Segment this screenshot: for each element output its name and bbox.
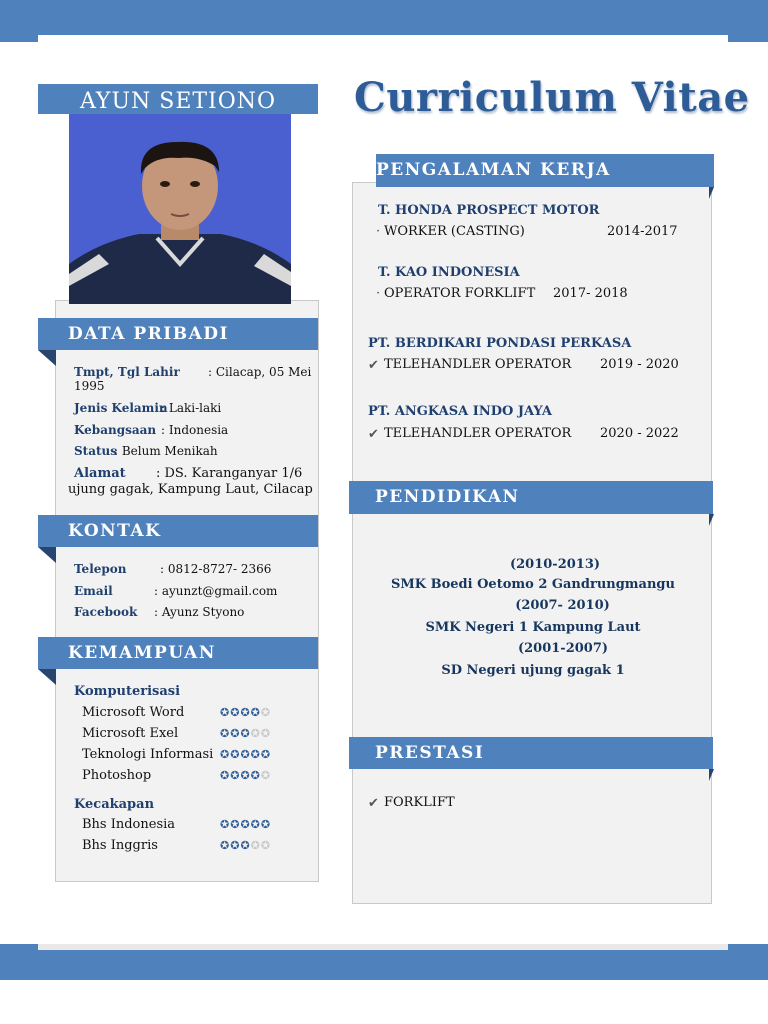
alamat-value-line2: ujung gagak, Kampung Laut, Cilacap: [68, 482, 313, 497]
ttl-value-year: 1995: [74, 379, 105, 393]
skill-rating: [220, 748, 271, 761]
skill-name: Microsoft Exel: [82, 726, 179, 741]
header-fold-decor: [38, 669, 56, 685]
section-kontak-header: KONTAK: [38, 515, 318, 547]
skill-name: Microsoft Word: [82, 705, 185, 720]
star-filled-icon: ✪: [230, 706, 241, 719]
skill-rating: [220, 818, 271, 831]
kebangsaan-label: Kebangsaan: [74, 423, 157, 437]
star-filled-icon: ✪: [240, 727, 251, 740]
top-band-inner: [38, 35, 728, 43]
check-icon: ✔: [368, 358, 379, 373]
star-filled-icon: ✪: [250, 748, 261, 761]
facebook-label: Facebook: [74, 605, 138, 619]
star-filled-icon: ✪: [240, 818, 251, 831]
edu-school: SMK Boedi Oetomo 2 Gandrungmangu: [391, 577, 675, 592]
header-fold-decor: [38, 350, 56, 366]
star-empty-icon: ✪: [260, 769, 272, 782]
header-fold-decor: [709, 769, 714, 781]
star-empty-icon: ✪: [260, 706, 272, 719]
ttl-value: : Cilacap, 05 Mei: [208, 365, 312, 379]
star-filled-icon: ✪: [230, 769, 241, 782]
header-fold-decor: [709, 187, 714, 199]
jenis-kelamin-label: Jenis Kelamin: [74, 401, 168, 415]
job-period: 2017- 2018: [553, 286, 628, 301]
telepon-label: Telepon: [74, 562, 127, 576]
job-period: 2019 - 2020: [600, 357, 679, 372]
edu-school: SMK Negeri 1 Kampung Laut: [425, 620, 641, 635]
facebook-value[interactable]: : Ayunz Styono: [154, 605, 245, 619]
job-role: OPERATOR FORKLIFT: [384, 286, 536, 301]
star-filled-icon: ✪: [220, 706, 231, 719]
star-filled-icon: ✪: [230, 748, 241, 761]
document-title: Curriculum Vitae: [354, 74, 750, 121]
email-value[interactable]: : ayunzt@gmail.com: [154, 584, 278, 598]
skill-name: Bhs Inggris: [82, 838, 158, 853]
star-empty-icon: ✪: [260, 839, 272, 852]
profile-photo: [69, 114, 291, 304]
check-icon: ✔: [368, 796, 379, 811]
skill-name: Bhs Indonesia: [82, 817, 176, 832]
ttl-label: Tmpt, Tgl Lahir: [74, 365, 180, 379]
skill-rating: [220, 839, 271, 852]
star-filled-icon: ✪: [250, 706, 261, 719]
star-filled-icon: ✪: [220, 748, 231, 761]
star-empty-icon: ✪: [250, 839, 261, 852]
alamat-label: Alamat: [74, 466, 126, 481]
edu-period: (2007- 2010): [515, 598, 610, 613]
edu-school: SD Negeri ujung gagak 1: [441, 663, 625, 678]
star-filled-icon: ✪: [220, 839, 231, 852]
skill-name: Photoshop: [82, 768, 152, 783]
star-filled-icon: ✪: [230, 839, 241, 852]
star-filled-icon: ✪: [220, 818, 231, 831]
section-pendidikan-header: PENDIDIKAN: [349, 481, 713, 514]
star-filled-icon: ✪: [220, 727, 231, 740]
check-icon: ·: [376, 286, 381, 301]
section-pengalaman-header: PENGALAMAN KERJA: [376, 154, 714, 187]
skill-name: Teknologi Informasi: [82, 747, 214, 762]
jenis-kelamin-value: : Laki-laki: [161, 401, 222, 415]
star-filled-icon: ✪: [240, 748, 251, 761]
job-company: T. KAO INDONESIA: [378, 265, 520, 280]
job-company: T. HONDA PROSPECT MOTOR: [378, 203, 600, 218]
section-prestasi-header: PRESTASI: [349, 737, 713, 769]
edu-period: (2010-2013): [509, 557, 601, 572]
person-portrait-icon: [69, 114, 291, 304]
job-period: 2020 - 2022: [600, 426, 679, 441]
star-filled-icon: ✪: [240, 769, 251, 782]
bottom-band-inner: [38, 944, 728, 950]
star-filled-icon: ✪: [250, 769, 261, 782]
person-name: AYUN SETIONO: [38, 84, 318, 114]
job-period: 2014-2017: [607, 224, 678, 239]
job-role: WORKER (CASTING): [384, 224, 525, 239]
star-empty-icon: ✪: [260, 727, 272, 740]
star-filled-icon: ✪: [240, 706, 251, 719]
header-fold-decor: [38, 547, 56, 563]
star-filled-icon: ✪: [260, 748, 272, 761]
star-filled-icon: ✪: [240, 839, 251, 852]
kebangsaan-value: : Indonesia: [161, 423, 229, 437]
edu-period: (2001-2007): [517, 641, 609, 656]
skill-category-komputerisasi: Komputerisasi: [74, 684, 181, 699]
star-filled-icon: ✪: [220, 769, 231, 782]
telepon-value[interactable]: : 0812-8727- 2366: [160, 562, 272, 576]
status-value: : Belum Menikah: [114, 444, 218, 458]
check-icon: ·: [376, 224, 381, 239]
email-label: Email: [74, 584, 113, 598]
star-filled-icon: ✪: [230, 727, 241, 740]
check-icon: ✔: [368, 427, 379, 442]
star-filled-icon: ✪: [250, 818, 261, 831]
section-kemampuan-header: KEMAMPUAN: [38, 637, 318, 669]
skill-rating: [220, 706, 271, 719]
job-company: PT. BERDIKARI PONDASI PERKASA: [368, 336, 632, 351]
skill-category-kecakapan: Kecakapan: [74, 797, 155, 812]
alamat-value: : DS. Karanganyar 1/6: [156, 466, 303, 481]
job-company: PT. ANGKASA INDO JAYA: [368, 404, 552, 419]
header-fold-decor: [709, 514, 714, 526]
star-filled-icon: ✪: [230, 818, 241, 831]
skill-rating: [220, 727, 271, 740]
skill-rating: [220, 769, 271, 782]
star-empty-icon: ✪: [250, 727, 261, 740]
job-role: TELEHANDLER OPERATOR: [384, 357, 572, 372]
job-role: TELEHANDLER OPERATOR: [384, 426, 572, 441]
section-data-pribadi-header: DATA PRIBADI: [38, 318, 318, 350]
star-filled-icon: ✪: [260, 818, 272, 831]
achievement-item: FORKLIFT: [384, 795, 455, 810]
status-label: Status: [74, 444, 118, 458]
